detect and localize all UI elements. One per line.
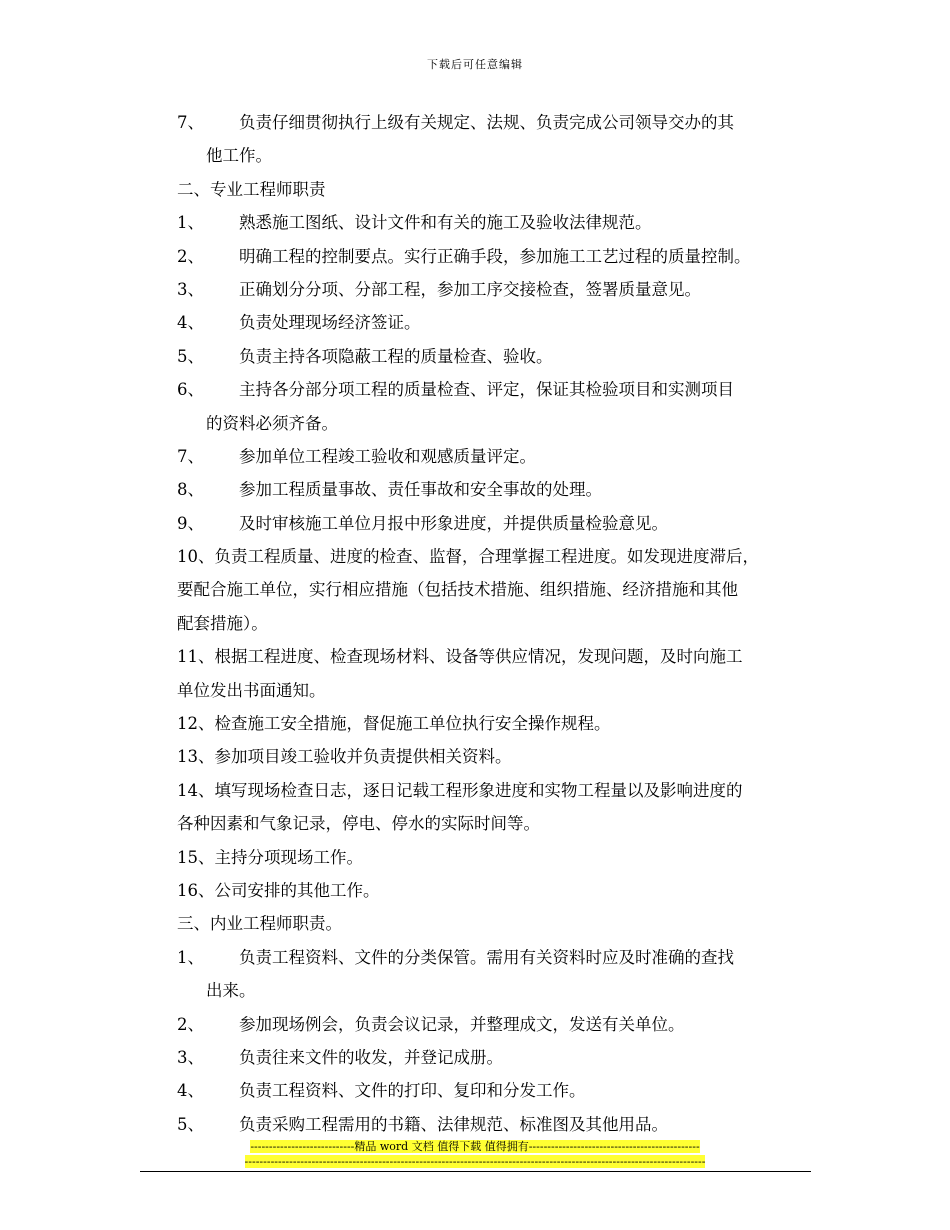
text-line: 出来。 xyxy=(206,981,256,1001)
item-text: 负责仔细贯彻执行上级有关规定、法规、负责完成公司领导交办的其 xyxy=(239,113,734,132)
text-line: 三、内业工程师职责。 xyxy=(177,914,342,934)
text-line: 14、填写现场检查日志，逐日记载工程形象进度和实物工程量以及影响进度的 xyxy=(177,780,743,800)
text-line xyxy=(177,1008,817,1041)
text-line xyxy=(177,373,817,406)
document-body xyxy=(177,106,817,1141)
text-line: 要配合施工单位，实行相应措施（包括技术措施、组织措施、经济措施和其他 xyxy=(177,580,738,600)
text-line xyxy=(177,440,817,473)
text-line xyxy=(177,507,817,540)
text-line xyxy=(177,306,817,339)
item-text: 主持各分部分项工程的质量检查、评定，保证其检验项目和实测项目 xyxy=(239,380,734,400)
text-line: 的资料必须齐备。 xyxy=(206,413,338,433)
item-number: 3、 xyxy=(177,279,204,299)
text-line: 16、公司安排的其他工作。 xyxy=(177,880,380,900)
item-text: 负责工程资料、文件的分类保管。需用有关资料时应及时准确的查找 xyxy=(239,947,734,967)
footer-dash-line xyxy=(0,1154,950,1169)
text-line: 12、检查施工安全措施，督促施工单位执行安全操作规程。 xyxy=(177,714,611,734)
text-line: 单位发出书面通知。 xyxy=(177,680,326,700)
item-text: 参加单位工程竣工验收和观感质量评定。 xyxy=(239,446,536,466)
text-line xyxy=(177,206,817,239)
item-number: 2、 xyxy=(177,246,204,266)
footer-banner-text: ----------------------------精品 word 文档 值得下载 值得拥有---------------------------------------------- xyxy=(250,1140,700,1153)
text-line xyxy=(177,1108,817,1141)
item-text: 明确工程的控制要点。实行正确手段，参加施工工艺过程的质量控制。 xyxy=(239,246,751,266)
text-line: 15、主持分项现场工作。 xyxy=(177,847,363,867)
page-header: 下载后可任意编辑 xyxy=(427,58,523,71)
item-number: 1、 xyxy=(177,213,204,233)
text-line: 各种因素和气象记录，停电、停水的实际时间等。 xyxy=(177,814,540,834)
footer-divider xyxy=(140,1171,811,1172)
item-text: 正确划分分项、分部工程，参加工序交接检查，签署质量意见。 xyxy=(239,279,701,299)
text-line: 13、参加项目竣工验收并负责提供相关资料。 xyxy=(177,747,512,767)
text-line: 10、负责工程质量、进度的检查、监督，合理掌握工程进度。如发现进度滞后， xyxy=(177,547,759,567)
item-text: 及时审核施工单位月报中形象进度，并提供质量检验意见。 xyxy=(239,513,668,533)
footer-dash-text: ---------------------------------------------------------------------------------------------------------------------------- xyxy=(244,1155,706,1168)
text-line: 配套措施）。 xyxy=(177,613,268,633)
item-number: 8、 xyxy=(177,480,204,500)
item-text: 负责处理现场经济签证。 xyxy=(239,313,421,333)
item-text: 负责往来文件的收发，并登记成册。 xyxy=(239,1047,503,1067)
item-number: 6、 xyxy=(177,380,204,400)
text-line xyxy=(177,106,817,139)
item-text: 参加现场例会，负责会议记录，并整理成文，发送有关单位。 xyxy=(239,1014,685,1034)
item-number: 7、 xyxy=(177,113,204,132)
footer-banner xyxy=(0,1139,950,1154)
item-number: 5、 xyxy=(177,1114,204,1134)
text-line xyxy=(177,340,817,373)
text-line xyxy=(177,941,817,974)
item-text: 熟悉施工图纸、设计文件和有关的施工及验收法律规范。 xyxy=(239,213,652,233)
text-line: 他工作。 xyxy=(206,146,272,166)
text-line: 二、专业工程师职责 xyxy=(177,179,326,199)
item-number: 4、 xyxy=(177,1081,204,1101)
item-number: 9、 xyxy=(177,513,204,533)
text-line xyxy=(177,240,817,273)
item-number: 4、 xyxy=(177,313,204,333)
item-text: 参加工程质量事故、责任事故和安全事故的处理。 xyxy=(239,480,602,500)
text-line xyxy=(177,1074,817,1107)
text-line xyxy=(177,1041,817,1074)
item-number: 5、 xyxy=(177,346,204,366)
text-line xyxy=(177,273,817,306)
item-text: 负责主持各项隐蔽工程的质量检查、验收。 xyxy=(239,346,553,366)
item-number: 2、 xyxy=(177,1014,204,1034)
item-number: 3、 xyxy=(177,1047,204,1067)
text-line: 11、根据工程进度、检查现场材料、设备等供应情况，发现问题，及时向施工 xyxy=(177,647,743,667)
text-line xyxy=(177,473,817,506)
item-number: 1、 xyxy=(177,947,204,967)
item-text: 负责工程资料、文件的打印、复印和分发工作。 xyxy=(239,1081,586,1101)
item-number: 7、 xyxy=(177,446,204,466)
item-text: 负责采购工程需用的书籍、法律规范、标准图及其他用品。 xyxy=(239,1114,668,1134)
